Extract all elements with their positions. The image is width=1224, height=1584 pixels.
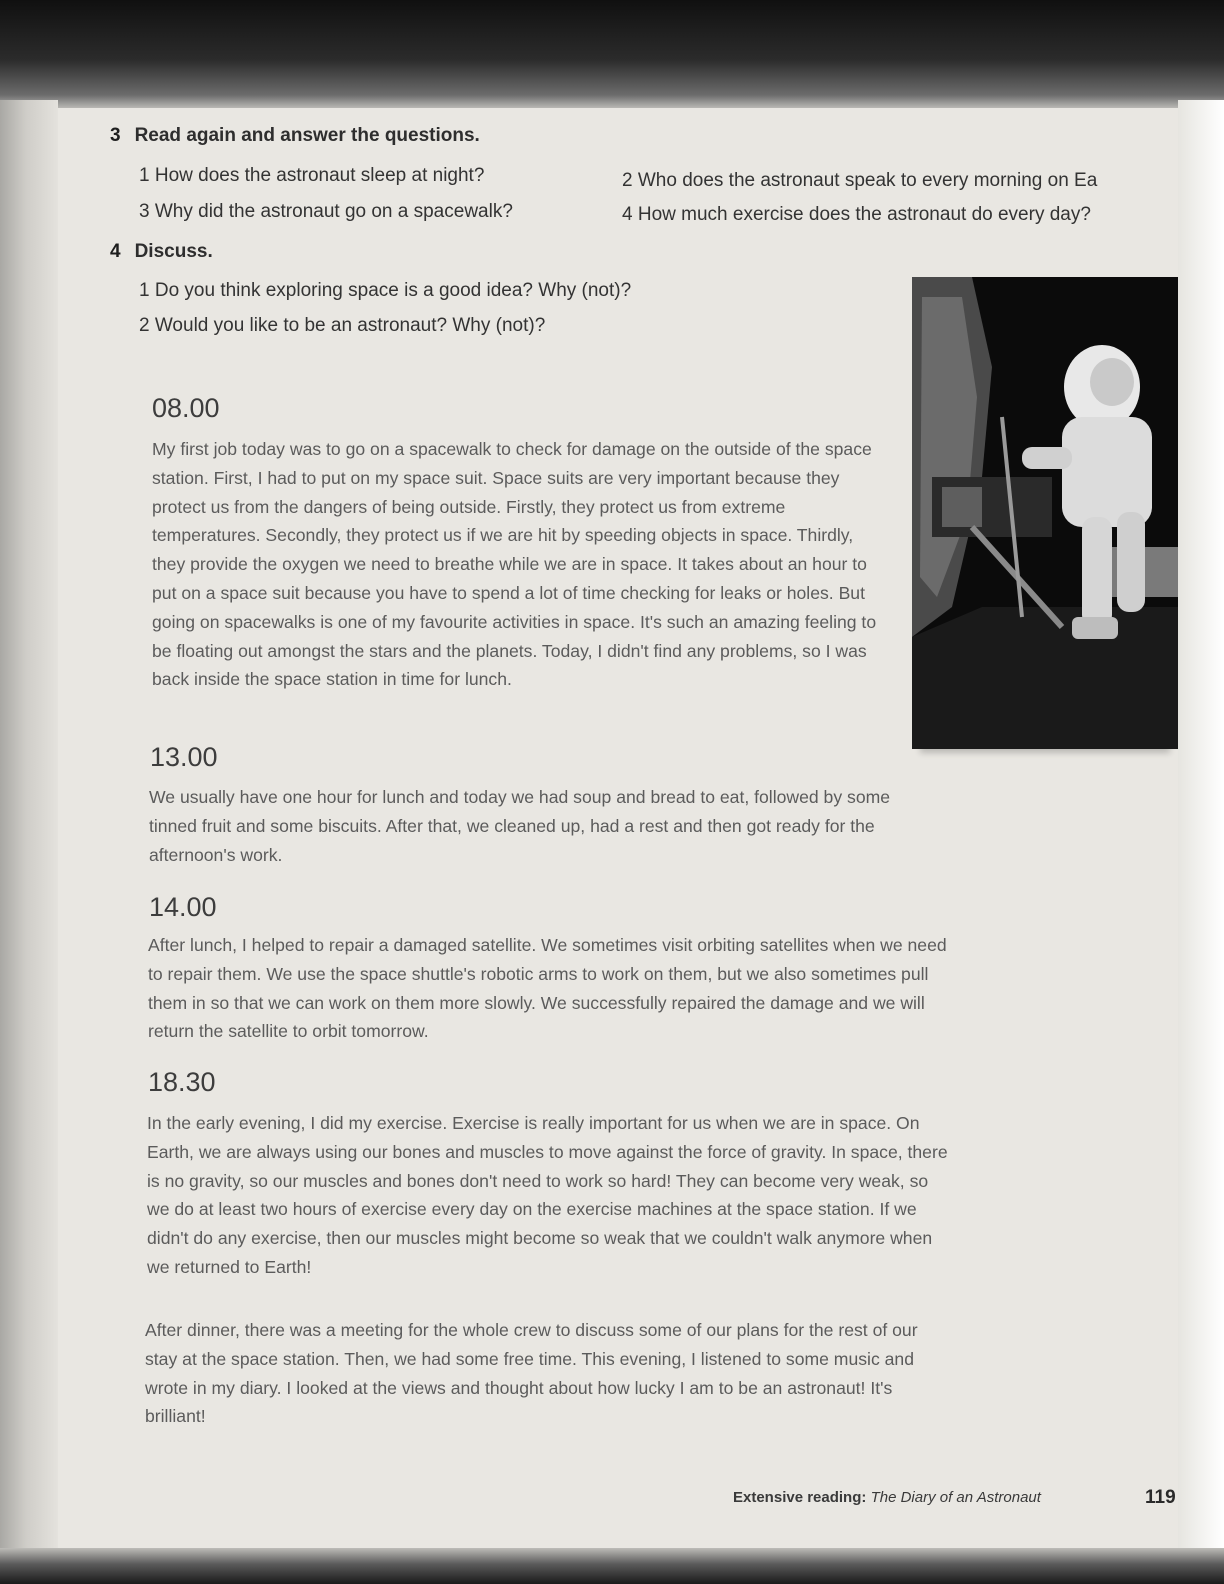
diary-time-heading: 14.00 — [149, 892, 217, 922]
footer-book-title: The Diary of an Astronaut — [870, 1489, 1041, 1506]
diary-time-heading: 08.00 — [152, 393, 220, 423]
exercise-3-heading — [110, 125, 480, 147]
exercise-3-question: 2 Who does the astronaut speak to every morning on Ea — [622, 170, 1098, 191]
page-footer-label — [733, 1489, 1041, 1506]
diary-paragraph: In the early evening, I did my exercise. Exercise is really important for us when we are in space. On Earth, we are always using our bones and muscles to move against the force of gravity. In space, there is no gravity, so our muscles and bones don't need to work so hard! They can become very weak, so we do at least two hours of exercise every day on the exercise machines at the space station. If we didn't do any exercise, then our muscles might become so weak that we couldn't walk anymore when we returned to Earth! — [147, 1113, 948, 1277]
page-bottom-shadow — [0, 1548, 1224, 1584]
exercise-3-instruction: Read again and answer the questions. — [134, 125, 480, 146]
footer-section-label: Extensive reading: — [733, 1489, 867, 1506]
exercise-3-question: 3 Why did the astronaut go on a spacewalk? — [139, 201, 513, 222]
diary-time-heading: 13.00 — [150, 742, 218, 772]
exercise-3-question: 1 How does the astronaut sleep at night? — [139, 165, 485, 186]
page-binding-edge — [0, 100, 58, 1550]
diary-paragraph: After lunch, I helped to repair a damaged satellite. We sometimes visit orbiting satellites when we need to repair them. We use the space shuttle's robotic arms to work on them, but we also sometimes pull them in so that we can work on them more slowly. We successfully repaired the damage and we will return the satellite to orbit tomorrow. — [148, 935, 947, 1042]
page-top-shadow — [0, 0, 1224, 108]
exercise-3-number: 3 — [110, 125, 121, 146]
exercise-4-number: 4 — [110, 241, 121, 262]
astronaut-illustration — [912, 277, 1178, 749]
exercise-4-instruction: Discuss. — [134, 241, 213, 262]
diary-paragraph: After dinner, there was a meeting for the whole crew to discuss some of our plans for the rest of our stay at the space station. Then, we had some free time. This evening, I listened to some music and wrote in my diary. I looked at the views and thought about how lucky I am to be an astronaut! It's brilliant! — [145, 1320, 918, 1427]
diary-paragraph: We usually have one hour for lunch and today we had soup and bread to eat, followed by some tinned fruit and some biscuits. After that, we cleaned up, had a rest and then got ready for the afternoon's work. — [149, 787, 891, 865]
exercise-3-question: 4 How much exercise does the astronaut do every day? — [622, 204, 1091, 225]
page-number: 119 — [1145, 1487, 1176, 1508]
exercise-4-heading — [110, 241, 213, 263]
exercise-4-question: 1 Do you think exploring space is a good idea? Why (not)? — [139, 280, 632, 301]
astronaut-spacewalk-photo — [912, 277, 1178, 749]
exercise-4-question: 2 Would you like to be an astronaut? Why (not)? — [139, 315, 546, 336]
diary-time-heading: 18.30 — [148, 1067, 216, 1097]
page-right-margin — [1178, 100, 1224, 1550]
diary-paragraph: My first job today was to go on a spacewalk to check for damage on the outside of the space station. First, I had to put on my space suit. Space suits are very important because they protect us from the dangers of being outside. Firstly, they protect us from extreme temperatures. Secondly, they protect us if we are hit by speeding objects in space. Thirdly, they provide the oxygen we need to breathe while we are in space. It takes about an hour to put on a space suit because you have to spend a lot of time checking for leaks or holes. But going on spacewalks is one of my favourite activities in space. It's such an amazing feeling to be floating out amongst the stars and the planets. Today, I didn't find any problems, so I was back inside the space station in time for lunch. — [152, 439, 877, 690]
